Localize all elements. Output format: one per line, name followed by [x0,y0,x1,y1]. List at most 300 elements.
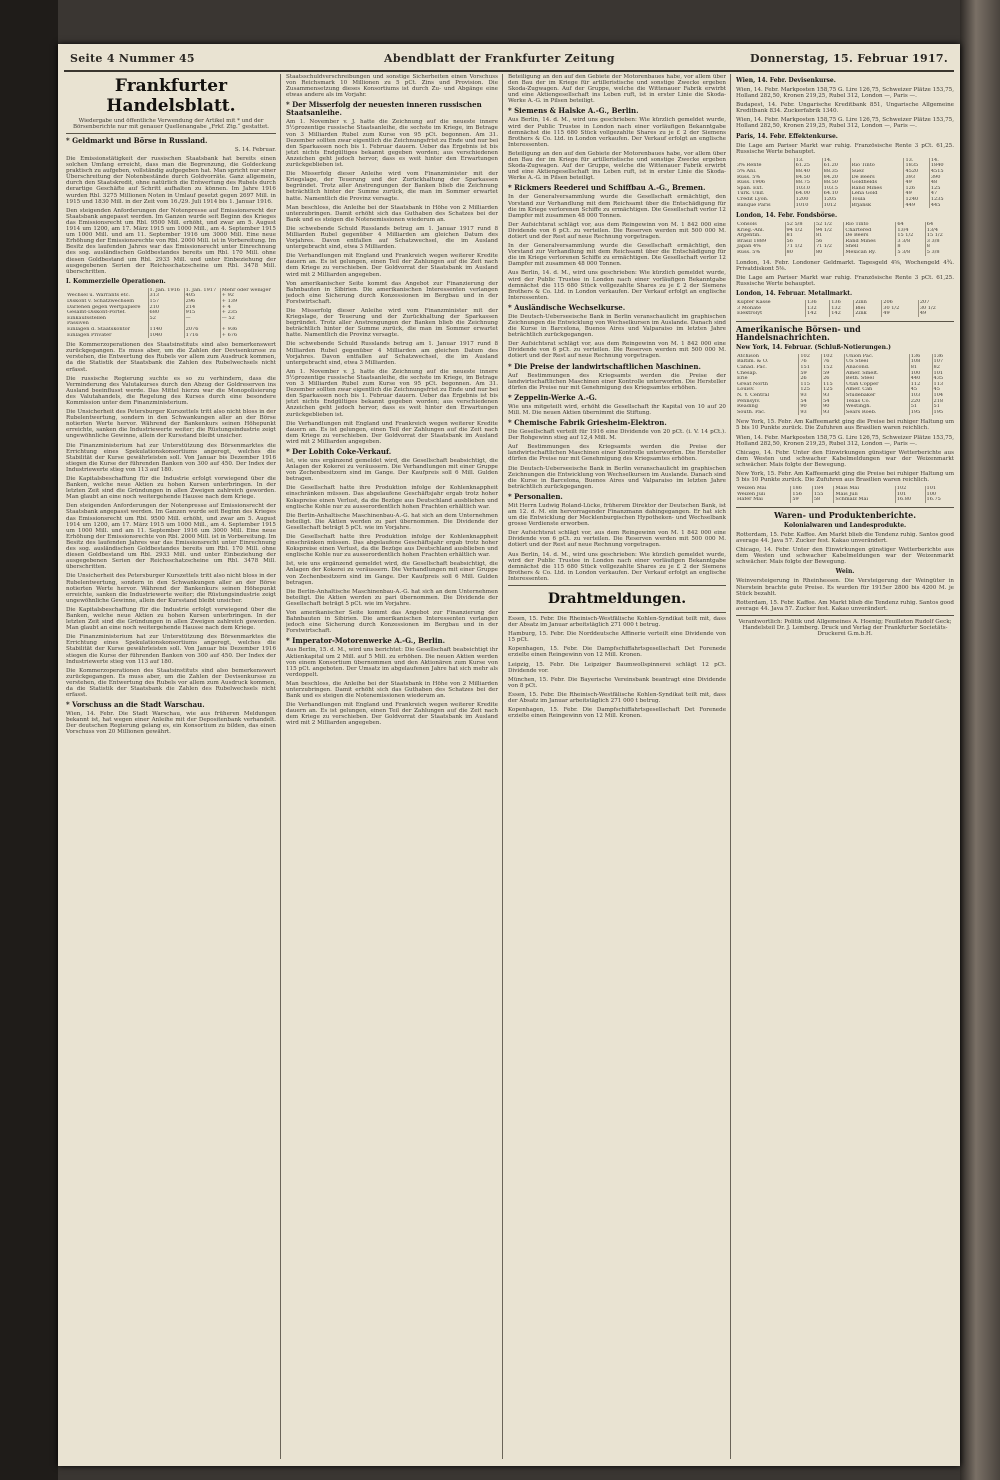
table-cell: 125 [930,185,941,191]
table-cell: + 92 [221,293,234,299]
table-cell: 61.25 [794,163,822,169]
paragraph: Weinversteigerung in Rheinhessen. Die Versteigerung der Weingüter in Nierstein brachte gute Preise. Es wurden für 1915er 2800 bis 4200 M. je Stück bezahlt. [736,578,954,597]
table-cell: 186 [791,486,813,492]
table-cell: 112 [909,382,932,388]
table-cell: 94 1/2 [785,228,814,234]
table-cell: 210 [148,305,184,311]
paragraph: Die Berlin-Anhaltische Maschinenbau-A.-G. hat sich an dem Unternehmen beteiligt. Die Aktien werden zu pari übernommen. Die Dividende der Gesellschaft beträgt 5 pCt. wie im Vorjahre. [286,512,498,531]
table-cell: Suez [850,169,904,175]
table-cell: 101 [895,492,925,498]
article-heading: Kolonialwaren und Landesprodukte. [783,521,907,529]
table-cell: Blei [854,306,882,312]
paragraph: Ist, wie uns ergänzend gemeldet wird, die Gesellschaft beabsichtigt, die Anlagen der Kokerei zu veräussern. Die Verhandlungen mit einer Gruppe von Zechenbesitzern sind im Gange. Der Kaufpreis soll 6 Mill. Gulden betragen. [286,457,498,483]
table-cell: 445 [930,202,941,208]
table-cell: Zinn [854,300,882,306]
table-cell: 107 [933,359,944,365]
table-cell: 3% Rente [736,163,794,169]
paragraph: Auf Bestimmungen des Kriegsamts werden die Preise der landwirtschaftlichen Maschinen einer Kontrolle unterworfen. Die Hersteller dürfen die Preise nur mit Genehmigung des Kriegsamtes erhöhen. [508,372,726,391]
table-cell: 13. [904,158,929,164]
table-cell: 155 [812,492,834,498]
table-cell: Texas Co. [844,399,909,405]
table-cell: 71 1/2 [814,244,843,250]
page-header [64,50,954,72]
paragraph: Man beschloss, die Anleihe bei der Staatsbank in Höhe von 2 Milliarden unterzubringen. Damit erhöht sich das Guthaben des Schatzes bei der Bank und es steigen die Notenemissionen wiederum an. [286,680,498,700]
article-heading: * Ausländische Wechselkurse. [508,302,626,312]
table-cell: 80 [785,250,814,256]
paragraph: Am 1. November v. J. hatte die Zeichnung auf die neueste innere 5½prozentige russische Staatsanleihe, die sechste im Kriege, im Betrage von 3 Milliarden Rubel zum Kurse von 95 pCt. begonnen. Am 31. Dezember sollten zwar eigentlich die Zeichnungsfrist zu Ende und nur bei den Sparkassen noch bis 1. Februar dauern. Ueber das Ergebnis ist bis jetzt nichts Endgültiges bekannt gegeben worden; aus verschiedenen Anzeichen geht jedoch hervor, dass es weit hinter den Erwartungen zurückgeblieben ist. [286,119,498,169]
table-cell: Utah Copper [844,382,909,388]
table-cell: 8 [926,244,930,250]
header-center: Abendblatt der Frankfurter Zeitung [384,52,615,65]
divider [736,615,954,616]
table-cell: 8 [896,244,925,250]
paragraph: Den steigenden Anforderungen der Notenpresse auf Emissionsrecht der Staatsbank angepasst werden. Im Ganzen wurde seit Beginn des Krieges das Emissionsrecht um Rbl. 9500 Mill. erhöht, und zwar am 5. August 1914 um 1200, am 17. März 1915 um 1000 Mill., am 4. September 1915 um 1000 Mill. und am 11. September 1916 um 3000 Mill. Eine neue Erhöhung der Emissionsrechte von Rbl. 2000 Mill. ist in Vorbereitung. Im Besitz des laufenden Jahres war das Emissionsrecht unter Einrechnung des sog. ausländischen Goldbestandes bereits um Rbl. 170 Mill. ohne diesen Goldbestand um Rbl. 2933 Mill. und unter Einbeziehung der ausgegebenen Serien der Reichsschatzscheine um Rbl. 3478 Mill. überschritten. [66,503,276,571]
table-cell: 26 [799,376,822,382]
table-cell: 449 [904,203,929,209]
divider [66,133,276,134]
paragraph: Von amerikanischer Seite kommt das Angebot zur Finanzierung der Bahnbauten in Sibirien. Die amerikanischen Interessenten verlangen jedoch eine Sicherung durch Konzessionen im Bergbau und in der Forstwirtschaft. [286,610,498,635]
table-cell: 52 [148,316,184,322]
table-cell: Weizen Juli [736,492,791,498]
table-cell: 102 [822,354,845,360]
paragraph: Die Finanzministerium hat zur Unterstützung des Börsenmarktes die Errichtung eines Spekulationskonsortiums angeregt, welches die Stabilität der Kurse gewährleisten soll. Von Januar bis Dezember 1916 stiegen die Kurse der führenden Banken von 300 auf 450. Der Index der Industriewerte stieg von 113 auf 180. [66,442,276,473]
column-rule [502,74,503,1459]
table-cell: Westingh. [844,404,909,410]
table-cell: Einlagen d. Staatskontor [66,327,148,333]
table-cell: Union Pac. [844,354,909,360]
paragraph: Die schwebende Schuld Russlands betrug am 1. Januar 1917 rund 8 Milliarden Rubel gegenüber 4 Milliarden am gleichen Datum des Vorjahres. Davon entfallen auf Schatzwechsel, die im Ausland untergebracht sind, etwa 3 Milliarden. [286,225,498,251]
paragraph: Die Kapitalsbeschaffung für die Industrie erfolgt vorwiegend über die Banken, welche neue Aktien zu hohen Kursen unterbringen. In der letzten Zeit sind die Gründungen in allen Zweigen zahlreich geworden. Man glaubt an eine noch weitergehende Hausse nach dem Kriege. [66,476,276,501]
paragraph: Die Unsicherheit des Petersburger Kurszettels tritt also nicht bloss in der Rubelentwertung, sondern in den Schwankungen aller an der Börse notierten Werte hervor. Während der Bankenkurs seinen Höhepunkt erreichte, sanken die Industriewerte weiter; die Rüstungsindustrie zeigt ungewöhnliche Gewinne, allein der Kursstand bleibt unsicher. [66,409,276,440]
paragraph: Die Misserfolg dieser Anleihe wird vom Finanzminister mit der Kriegslage, der Teuerung und der Zurückhaltung der Sparkassen begründet. Trotz aller Anstrengungen der Banken blieb die Zeichnung beträchtlich hinter der Summe zurück, die man im Sommer erwartet hatte. Namentlich die Provinz versagte. [286,171,498,202]
table-cell: 49 [904,191,929,197]
table-cell: 1010 [794,203,822,209]
article-heading: London, 14. Febr. Fondsbörse. [736,212,838,220]
article-heading: * Der Misserfolg der neuesten inneren russischen Staatsanleihe. [286,100,482,118]
table-cell: Amer. Smelt. [844,371,909,377]
paragraph: Die Kommerzoperationen des Staatsinstituts sind also bemerkenswert zurückgegangen. Es muss aber, um die Zahlen der Devisenkursse zu verstehen, die Entwertung des Rubels vor allem zum Ausdruck kommen, da die Statistik der Staatsbank die Zahlen des Rubelwechsels nicht erfasst. [66,342,276,373]
table-cell: Lena Gold [850,191,904,197]
header-right: Donnerstag, 15. Februar 1917. [750,52,948,65]
table-cell: Amer. Can [844,387,909,393]
table-cell: 84.50 [794,175,822,181]
table-cell: 47 [930,191,938,197]
paragraph: Die Verhandlungen mit England und Frankreich wegen weiterer Kredite dauern an. Es ist gelungen, einen Teil der Zahlungen auf die Zeit nach dem Kriege zu verschieben. Der Goldvorrat der Staatsbank im Ausland wird mit 2 Milliarden angegeben. [286,253,498,278]
table-cell: 2076 [184,327,220,333]
table-cell: 115 [799,382,822,388]
paragraph: Die Lage am Pariser Markt war ruhig. Französische Rente 3 pCt. 61,25. Russische Werte behauptet. [736,142,954,155]
table-cell: 13. [794,158,822,164]
table-cell: 54 [822,399,845,405]
table-cell: 26 [822,376,845,382]
table-cell: Krieg.-Anl. [736,228,785,234]
table-cell: 132 [806,306,830,312]
table-cell: 435 [933,376,944,382]
table-cell: 64 [896,222,925,228]
table-cell: 104 [933,392,944,398]
paragraph: Essen, 15. Febr. Die Rheinisch-Westfälische Kohlen-Syndikat teilt mit, dass der Absatz im Januar arbeitstäglich 271 000 t betrug. [508,616,726,629]
paragraph: Aus Berlin, 15. d. M., wird uns berichtet: Die Gesellschaft beabsichtigt ihr Aktienkapital um 2 Mill. auf 5 Mill. zu erhöhen. Die neuen Aktien werden von einem Konsortium übernommen und den Aktionären zum Kurse von 115 pCt. angeboten. Der Umsatz im abgelaufenen Jahre hat sich mehr als verdoppelt. [286,647,498,678]
paragraph: Die Emissionstätigkeit der russischen Staatsbank hat bereits einen solchen Umfang erreicht, dass man die Begrenzung, die Goldeckung praktisch zu aufgeben, vollständig aufgegeben hat. Man spricht nur einer Überschreitung der Notenbestände durch Goldvorräte. Ganz allgemein, durch den Staatskredit, ohne natürlich die Entwertung des Rubels durch derartige Geschäfte auf Schritt aufhalten zu können. Im Jahre 1916 wurden Rbl. 3275 Millionen Noten in Umlauf gesetzt gegen 2697 Mill. in 1915 und 1830 Mill. in der Zeit vom 16./29. Juli 1914 bis 1. Januar 1916. [66,156,276,205]
table-cell: — [184,316,220,322]
table-cell: 313 [148,293,184,299]
table-cell: 151 [799,365,822,371]
table-cell: 136 [806,300,830,306]
table-cell: Mehr oder weniger [221,287,271,293]
article-heading: * Geldmarkt und Börse in Russland. [66,136,208,145]
article-heading: New York, 14. Februar. (Schluß-Notierungen.) [736,343,891,351]
table-cell: 84.20 [822,175,850,181]
table-cell: 64.10 [822,191,850,197]
table-cell: 15 1/2 [896,233,925,239]
paragraph: Die Kapitalsbeschaffung für die Industrie erfolgt vorwiegend über die Banken, welche neue Aktien zu hohen Kursen unterbringen. In der letzten Zeit sind die Gründungen in allen Zweigen zahlreich geworden. Man glaubt an eine noch weitergehende Hausse nach dem Kriege. [66,606,276,632]
table-cell: Toula [850,197,904,203]
table-cell: Russ. 1906 [736,180,794,186]
table-cell: 51 [933,404,940,410]
table-cell: Rio Tinto [850,163,904,169]
london-quotes-table [736,222,954,256]
section-subtitle: Wiedergabe und öffentliche Verwendung der Artikel mit * und der Börsenberichte nur mit genauer Quellenangabe „Frkf. Ztg.“ gestattet. [72,118,270,130]
paragraph: Wien, 14. Febr. Markposten 158,75 G. Lire 126,75, Schweizer Plätze 153,75, Holland 282,50, Kronen 219,25, Rubel 312, London —, Paris —. [736,434,954,447]
table-cell: Erie [736,376,799,382]
table-cell: 207 [919,300,930,306]
table-cell: 296 [184,299,220,305]
paragraph: London, 14. Febr. Londoner Geldmarkt. Tagesgeld 4⅝, Wochengeld 4¾. Privatdiskont 5⅜. [736,259,954,272]
table-cell: 81 [814,233,843,239]
table-cell: 16.80 [895,497,925,503]
table-cell: Russ. 5% [736,250,785,256]
article-heading: * Personalien. [508,491,563,501]
column-rule [280,74,281,1459]
table-cell: 103.5 [822,186,850,192]
table-cell: 195 [909,410,932,416]
table-cell: Great North [736,382,799,388]
table-cell: Shell [844,244,896,250]
table-cell: 156 [791,492,813,498]
wire-news-title: Drahtmeldungen. [547,591,687,607]
table-cell: 13/4 [926,227,938,233]
table-cell: — 52 [221,315,235,321]
table-cell: 152 [822,365,845,371]
paragraph: Chicago, 14. Febr. Unter den Einwirkungen günstiger Wetterberichte aus dem Westen und schwacher Kabelmeldungen war der Weizenmarkt schwächer. Mais folgte der Bewegung. [736,449,954,468]
table-cell: Einlagen Privater [66,333,148,339]
table-cell: 184 [812,486,834,492]
table-cell: 15 1/2 [926,233,943,239]
ops-table [66,288,276,338]
table-cell: De Beers [850,175,904,181]
divider [508,585,726,586]
table-cell: 30 1/2 [919,305,936,311]
table-cell: 30 1/2 [882,306,919,312]
table-cell: 1. Jan. 1916 [148,288,184,294]
paragraph: Wien, 14. Febr. Markposten 158,75 G. Lire 126,75, Schweizer Plätze 153,75, Holland 282,50, Kronen 219,25, Rubel 312, London —, Paris —. [736,87,954,100]
table-cell: 64 [926,222,934,228]
table-cell: + 139 [221,298,238,304]
table-cell: + 235 [221,310,238,316]
table-cell: 49 [919,311,927,317]
dateline: S. 14. Februar. [234,147,276,153]
table-cell: 49 [904,180,929,186]
table-cell: 93 [799,393,822,399]
table-cell: Rand Mines [850,186,904,192]
table-cell: 54 [799,399,822,405]
paragraph: Essen, 15. Febr. Die Rheinisch-Westfälische Kohlen-Syndikat teilt mit, dass der Absatz im Januar arbeitstäglich 271 000 t betrug. [508,691,726,705]
newspaper-page [58,44,960,1466]
paragraph: Die Deutsch-Ueberseeische Bank in Berlin veranschaulicht im graphischen Zeichnungen die Entwicklung von Wechselkursen im Auslande. Danach sind die Kurse in Barcelona, Buenos Aires und Valparaiso im letzten Jahre beträchtlich zurückgegangen. [508,313,726,339]
section-heading: Waren- und Produktenberichte. [773,509,917,520]
table-cell: 52 5/8 [785,222,814,228]
table-cell: 80 [814,250,843,256]
new-york-quotes-table [736,354,954,416]
table-cell: De Beers [844,233,896,239]
book-spine [960,0,1000,1480]
table-cell: 1040 [148,333,184,339]
metal-market-table [736,300,954,317]
table-cell: Mais Mai [834,486,895,492]
table-cell: 132 [830,306,854,312]
table-cell: 195 [933,409,944,415]
paragraph: Wie uns mitgeteilt wird, erhöht die Gesellschaft ihr Kapital von 10 auf 20 Mill. M. Die neuen Aktien übernimmt die Stiftung. [508,403,726,416]
paragraph: Die schwebende Schuld Russlands betrug am 1. Januar 1917 rund 8 Milliarden Rubel gegenüber 4 Milliarden am gleichen Datum des Vorjahres. Davon entfallen auf Schatzwechsel, die im Ausland untergebracht sind, etwa 3 Milliarden. [286,341,498,366]
paragraph: Der Aufsichtsrat schlägt vor, aus dem Reingewinn von M. 1 842 000 eine Dividende von 6 pCt. zu verteilen. Die Reserven werden mit 500 000 M. dotiert und der Rest auf neue Rechnung vorgetragen. [508,221,726,240]
paragraph: Mit Herrn Ludwig Roland-Lücke, früherem Direktor der Deutschen Bank, ist am 12. d. M. ein hervorragender Finanzmann dahingegangen. Er hat sich um die Entwicklung der Mecklenburgischen Hypotheken- und Wechselbank grosse Verdienste erworben. [508,502,726,528]
table-cell: Darlehen gegen Wertpapiere [66,305,148,311]
table-cell: 1205 [822,197,850,203]
column-4 [736,74,954,1459]
table-cell: 93 [799,410,822,416]
table-cell: Gesamt-Diskont-Portef. [66,310,148,316]
table-cell: 102 [799,354,822,360]
paragraph: Beteiligung an den auf den Gebiete der Motorenbaues habe, vor allem über den Bau der im Kriege für artilleristische und sonstige Zwecke ergeben Skoda-Zugwagen. Auf der Gruppe, welche die Wittenauer Fabrik erwirbt und eine Aktiengesellschaft ins Leben ruft, ist in erster Linie die Skoda-Werke A.-G. in Pilsen beteiligt. [508,74,726,105]
table-cell: 59 [799,371,822,377]
table-cell: 58 [812,497,834,503]
column-1 [66,74,276,1459]
column-2 [286,74,498,1459]
paragraph: Man beschloss, die Anleihe bei der Staatsbank in Höhe von 2 Milliarden unterzubringen. Damit erhöht sich das Guthaben des Schatzes bei der Bank und es steigen die Notenemissionen wiederum an. [286,204,498,223]
table-cell: 220 [909,399,932,405]
article-heading: London, 14. Februar. Metallmarkt. [736,290,853,298]
article-heading: * Rickmers Reederei und Schiffbau A.-G., Bremen. [508,183,706,193]
table-cell: Elektrolyt [736,311,806,317]
table-cell: 142 [806,311,830,317]
paragraph: Die Unsicherheit des Petersburger Kurszettels tritt also nicht bloss in der Rubelentwertung, sondern in den Schwankungen aller an der Börse notierten Werte hervor. Während der Bankenkurs seinen Höhepunkt erreichte, sanken die Industriewerte weiter; die Rüstungsindustrie zeigt ungewöhnliche Gewinne, allein der Kursstand bleibt unsicher. [66,573,276,604]
table-cell: 101 [933,370,944,376]
paragraph: Beteiligung an den auf den Gebiete der Motorenbaues habe, vor allem über den Bau der im Kriege für artilleristische und sonstige Zwecke ergeben Skoda-Zugwagen. Auf der Gruppe, welche die Wittenauer Fabrik erwirbt und eine Aktiengesellschaft ins Leben ruft, ist in erster Linie die Skoda-Werke A.-G. in Pilsen beteiligt. [508,150,726,182]
table-cell: Beth. Steel [844,376,909,382]
table-cell: 90 [799,404,822,410]
table-cell: 59 [791,497,813,503]
table-cell: + 4 [221,304,231,310]
paragraph: Kopenhagen, 15. Febr. Die Dampfschiffahrtsgesellschaft Det Forenede erzielte einen Reingewinn von 12 Mill. Kronen. [508,646,726,659]
table-row [736,203,954,209]
paragraph: Der Aufsichtsrat schlägt vor, aus dem Reingewinn von M. 1 842 000 eine Dividende von 6 pCt. zu verteilen. Die Reserven werden mit 500 000 M. dotiert und der Rest auf neue Rechnung vorgetragen. [508,530,726,549]
article-heading: * Vorschuss an die Stadt Warschau. [66,700,205,710]
table-cell: 115 [822,382,845,388]
table-cell: 100 [926,491,937,497]
table-cell: 71 1/2 [785,244,814,250]
table-cell: 1840 [930,163,944,169]
table-cell: 136 [909,354,932,360]
table-cell: 126 [904,186,929,192]
divider [508,612,726,613]
table-cell: 16.75 [926,497,941,503]
paragraph: New York, 15. Febr. Am Kaffeemarkt ging die Preise bei ruhiger Haltung um 5 bis 10 Punkte zurück. Die Zufuhren aus Brasilien waren reichlich. [736,471,954,484]
table-cell: Reading [736,404,799,410]
paragraph: Die Lage am Pariser Markt war ruhig. Französische Rente 3 pCt. 61,25. Russische Werte behauptet. [736,274,954,287]
article-heading: * Siemens & Halske A.-G., Berlin. [508,106,639,116]
table-cell: 51 [909,404,932,410]
paragraph: Auf Bestimmungen des Kriegsamts werden die Preise der landwirtschaftlichen Maschinen einer Kontrolle unterworfen. Die Hersteller dürfen die Preise nur mit Genehmigung des Kriegsamtes erhöhen. [508,444,726,463]
table-cell: 915 [184,310,220,316]
imprint: Verantwortlich: Politik und Allgemeines A. Hoenig; Feuilleton Rudolf Geck; Handelsteil Dr. J. Lemberg. Druck und Verlag der Frankfurter Societäts-Druckerei G.m.b.H. [738,618,952,638]
table-cell: 218 [933,398,944,404]
table-cell: 405 [184,293,220,299]
table-cell: 440 [909,376,932,382]
paragraph: München, 15. Febr. Die Bayerische Vereinsbank beantragt eine Dividende von 8 pCt. [508,676,726,689]
table-cell: 4520 [904,169,929,175]
table-cell: 48 [930,180,938,186]
table-cell: + 676 [221,332,238,338]
table-cell: Goldfields [850,180,904,186]
table-cell: 101 [926,486,937,492]
table-cell: 1716 [184,333,220,339]
paragraph: Rotterdam, 15. Febr. Kaffee. Am Markt blieb die Tendenz ruhig. Santos good average 44. Java 57. Zucker fest. Kakao unverändert. [736,531,954,545]
paragraph: Den steigenden Anforderungen der Notenpresse auf Emissionsrecht der Staatsbank angepasst werden. Im Ganzen wurde seit Beginn des Krieges das Emissionsrecht um Rbl. 9500 Mill. erhöht, und zwar am 5. August 1914 um 1200, am 17. März 1915 um 1000 Mill., am 4. September 1915 um 1000 Mill. und am 11. September 1916 um 3000 Mill. Eine neue Erhöhung der Emissionsrechte von Rbl. 2000 Mill. ist in Vorbereitung. Im Besitz des laufenden Jahres war das Emissionsrecht unter Einrechnung des sog. ausländischen Goldbestandes bereits um Rbl. 170 Mill. ohne diesen Goldbestand um Rbl. 2933 Mill. und unter Einbeziehung der ausgegebenen Serien der Reichsschatzscheine um Rbl. 3478 Mill. überschritten. [66,207,276,275]
table-cell: Zink [854,311,882,317]
paragraph: Rotterdam, 15. Febr. Kaffee. Am Markt blieb die Tendenz ruhig. Santos good average 44. Java 57. Zucker fest. Kakao unverändert. [736,599,954,612]
header-left: Seite 4 Nummer 45 [70,52,195,65]
paragraph: Die russische Regierung suchte es so zu verhindern, dass die Verminderung des Valutakurses durch den Abzug der Goldreserven ins Ausland beeinflusst werde. Das Mittel hierzu war die Monopolisierung des Valutahandels, die Regelung des Kurses durch eine besondere Kommission unter dem Finanzministerium. [66,375,276,406]
paragraph: Aus Berlin, 14. d. M., wird uns geschrieben: Wie kürzlich gemeldet wurde, wird der Public Trustee in London nach einer vorläufigen Bekanntgabe demnächst die 115 680 Stück vollgezahlte Shares zu je £ 2 der Siemens Brothers & Co. Ltd. in London verkaufen. Der Verkauf erfolgt an englische Interessenten. [508,270,726,301]
article-heading: * Der Lobith Coke-Verkauf. [286,446,392,456]
table-cell: 393 [904,175,929,181]
section-heading: Amerikanische Börsen- und Handelsnachrichten. [736,323,861,342]
table-cell: 64.00 [794,191,822,197]
paragraph: Aus Berlin, 14. d. M., wird uns geschrieben: Wie kürzlich gemeldet wurde, wird der Public Trustee in London nach einer vorläufigen Bekanntgabe demnächst die 115 680 Stück vollgezahlte Shares zu je £ 2 der Siemens Brothers & Co. Ltd. in London verkaufen. Der Verkauf erfolgt an englische Interessenten. [508,117,726,148]
table-cell: Einkaufsstellen [66,316,148,322]
section-title: Frankfurter Handelsblatt. [106,76,236,116]
table-cell: 76 [799,359,822,365]
table-cell: 88.50 [822,180,850,186]
table-cell: 90 [822,404,845,410]
table-cell: Argentin. [736,233,785,239]
table-cell: Anacond. [844,365,909,371]
table-cell: 56 [814,239,843,245]
table-cell: Kupfer Kasse [736,300,806,306]
article-heading: Wein. [835,568,855,576]
paragraph: Die Finanzministerium hat zur Unterstützung des Börsenmarktes die Errichtung eines Spekulationskonsortiums angeregt, welches die Stabilität der Kurse gewährleisten soll. Von Januar bis Dezember 1916 stiegen die Kurse der führenden Banken von 300 auf 450. Der Index der Industriewerte stieg von 113 auf 180. [66,634,276,665]
table-cell: 206 [882,300,919,306]
table-cell: 390 [930,174,941,180]
table-row [736,497,954,503]
divider [736,507,954,508]
table-cell: 1200 [794,197,822,203]
table-cell: Russ. 5% [736,175,794,181]
paragraph: Chicago, 14. Febr. Unter den Einwirkungen günstiger Wetterberichte aus dem Westen und schwacher Kabelmeldungen war der Weizenmarkt schwächer. Mais folgte der Bewegung. [736,547,954,566]
table-cell: 113 [933,381,944,387]
table-cell: Canad. Pac. [736,365,799,371]
table-cell: 125 [822,387,845,393]
table-cell: Baltim. & O. [736,359,799,365]
table-row [66,333,276,339]
article-heading: Paris, 14. Febr. Effektenkurse. [736,132,838,140]
paragraph: New York, 15. Febr. Am Kaffeemarkt ging die Preise bei ruhiger Haltung um 5 bis 10 Punkte zurück. Die Zufuhren aus Brasilien waren reichlich. [736,419,954,432]
paragraph: In der Generalversammlung wurde die Gesellschaft ermächtigt, den Vorstand zur Verhandlung mit dem Reichsamt über die Entschädigung für die im Kriege verlorenen Schiffe zu ermächtigen. Die Gesellschaft verlor 12 Dampfer mit zusammen 48 000 Tonnen. [508,243,726,268]
table-cell: Span. Ext. [736,186,794,192]
divider [736,321,954,322]
table-cell: 1. Jan. 1917 [184,288,220,294]
table-cell: 59 [822,371,845,377]
paragraph: Budapest, 14. Febr. Ungarische Kreditbank 851, Ungarische Allgemeine Kreditbank 834. Zuckerfabrik 1340. [736,102,954,115]
table-cell: Chesap. [736,371,799,377]
table-cell: 142 [830,311,854,317]
article-heading: * Chemische Fabrik Griesheim-Elektron. [508,418,667,428]
paragraph: Die Gesellschaft verteilt für 1916 eine Dividende von 20 pCt. (i. V. 14 pCt.). Der Rohgewinn stieg auf 12,4 Mill. M. [508,429,726,442]
table-cell: 14. [930,157,939,163]
table-cell: Consols [736,222,785,228]
table-cell: 5 3/8 [896,250,925,256]
table-cell: Japan 4% [736,244,785,250]
table-cell: 93 [822,393,845,399]
paragraph: Kopenhagen, 15. Febr. Die Dampfschiffahrtsgesellschaft Det Forenede erzielte einen Reingewinn von 12 Mill. Kronen. [508,707,726,720]
paris-quotes-table [736,158,954,208]
paragraph: Ist, wie uns ergänzend gemeldet wird, die Gesellschaft beabsichtigt, die Anlagen der Kokerei zu veräussern. Die Verhandlungen mit einer Gruppe von Zechenbesitzern sind im Gange. Der Kaufpreis soll 6 Mill. Gulden betragen. [286,561,498,586]
paragraph: Die Verhandlungen mit England und Frankreich wegen weiterer Kredite dauern an. Es ist gelungen, einen Teil der Zahlungen auf die Zeit nach dem Kriege zu verschieben. Der Goldvorrat der Staatsbank im Ausland wird mit 2 Milliarden angegeben. [286,702,498,727]
paragraph: Staatsschuldverschreibungen und sonstige Sicherheiten einen Vorschuss von Reichsmark 10 Millionen zu 5 pCt. Zins und Provision. Die Zusammensetzung dieses Konsortiums ist durch Zu- und Abgänge eine etwas andere als im Vorjahr. [286,74,498,99]
table-heading: I. Kommerzielle Operationen. [66,277,166,285]
table-cell: 214 [184,305,220,311]
table-cell: 103.0 [794,186,822,192]
table-cell: 52 1/2 [814,222,843,228]
table-cell: 14. [822,158,850,164]
table-cell: Atchison [736,354,799,360]
paragraph: Hamburg, 15. Febr. Die Norddeutsche Affinerie verteilt eine Dividende von 15 pCt. [508,631,726,644]
table-cell: 1012 [822,203,850,209]
table-cell: 88.35 [822,169,850,175]
paragraph: Die Deutsch-Ueberseeische Bank in Berlin veranschaulicht im graphischen Zeichnungen die Entwicklung von Wechselkursen im Auslande. Danach sind die Kurse in Barcelona, Buenos Aires und Valparaiso im letzten Jahre beträchtlich zurückgegangen. [508,465,726,490]
table-cell: 45 [909,387,932,393]
paragraph: Die Berlin-Anhaltische Maschinenbau-A.-G. hat sich an dem Unternehmen beteiligt. Die Aktien werden zu pari übernommen. Die Dividende der Gesellschaft beträgt 5 pCt. wie im Vorjahre. [286,588,498,607]
article-heading: * Imperator-Motorenwerke A.-G., Berlin. [286,636,446,646]
table-cell: 157 [148,299,184,305]
table-cell: 94 1/2 [814,228,843,234]
article-heading: Wien, 14. Febr. Devisenkurse. [736,77,836,84]
table-cell: 76 [822,359,845,365]
table-cell: 45 [933,387,940,393]
table-row [736,410,954,416]
table-cell: 100 [909,371,932,377]
table-cell: Chartered [844,228,896,234]
table-cell: 82 [933,365,940,370]
table-cell: 136 [830,300,854,306]
table-cell: 49 [882,311,919,317]
table-row [736,311,954,317]
table-cell: 1835 [904,163,929,169]
table-cell: 680 [148,310,184,316]
table-cell: Banque Paris [736,203,794,209]
table-cell: 13/4 [896,228,925,234]
table-cell: Rio Tinto [844,222,896,228]
paragraph: Der Aufsichtsrat schlägt vor, aus dem Reingewinn von M. 1 842 000 eine Dividende von 6 pCt. zu verteilen. Die Reserven werden mit 500 000 M. dotiert und der Rest auf neue Rechnung vorgetragen. [508,341,726,360]
paragraph: Die Kommerzoperationen des Staatsinstituts sind also bemerkenswert zurückgegangen. Es muss aber, um die Zahlen der Devisenkursse zu verstehen, die Entwertung des Rubels vor allem zum Ausdruck kommen, da die Statistik der Staatsbank die Zahlen des Rubelwechsels nicht erfasst. [66,667,276,699]
table-cell: Brjansk [850,203,904,209]
table-cell: Crédit Lyon. [736,197,794,203]
table-cell: 1235 [930,196,944,202]
scanner-left-edge [0,0,58,1480]
paragraph: Die Gesellschaft hatte ihre Produktion infolge der Kohlenknappheit einschränken müssen. Das abgelaufene Geschäftsjahr ergab trotz hoher Kokspreise einen Verlust, da die Bezüge aus Deutschland ausblieben und englische Kohle nur zu ausserordentlich hohen Frachten erhältlich war. [286,534,498,559]
table-cell: 103 [909,393,932,399]
table-cell: Passiven [66,321,148,327]
